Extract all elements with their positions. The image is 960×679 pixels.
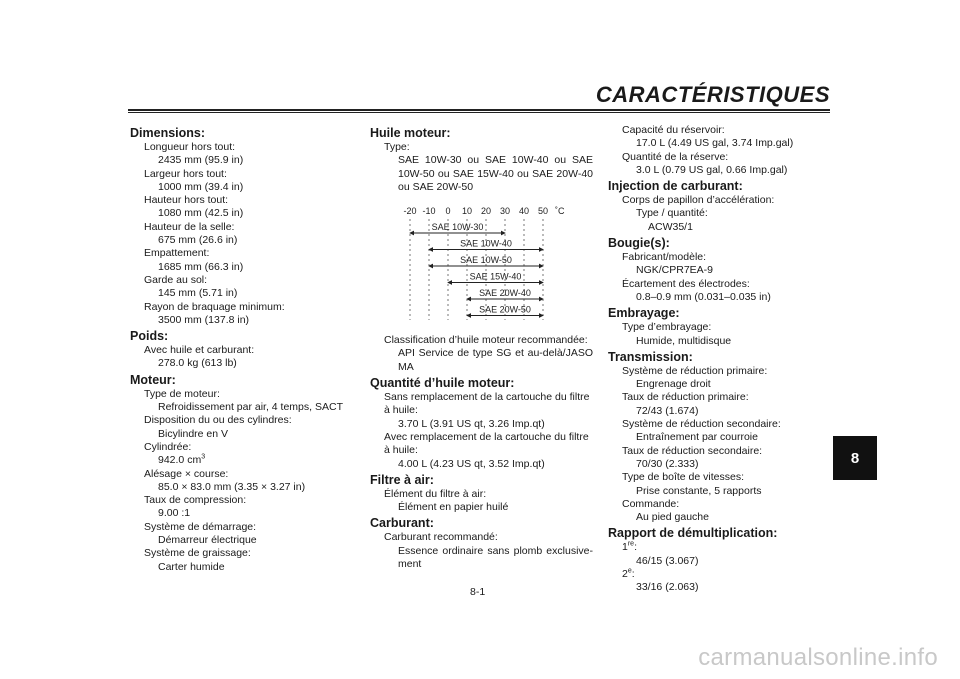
spec-value: Au pied gauche xyxy=(636,511,709,524)
spec-label: Type d’embrayage: xyxy=(622,321,712,334)
spec-label: Empattement: xyxy=(144,247,210,260)
spec-label: Rayon de braquage minimum: xyxy=(144,300,285,313)
spec-value: 145 mm (5.71 in) xyxy=(158,287,238,300)
chart-tick-label: 0 xyxy=(445,206,451,217)
spec-value: 9.00 :1 xyxy=(158,507,191,520)
displacement-exponent: 3 xyxy=(201,453,206,461)
spec-value: 85.0 × 83.0 mm (3.35 × 3.27 in) xyxy=(158,480,306,493)
spec-label: Avec huile et carburant: xyxy=(144,344,255,357)
spec-value: Prise constante, 5 rapports xyxy=(636,484,762,497)
chart-grade-label: SAE 20W-40 xyxy=(479,288,531,299)
chart-tick-label: -10 xyxy=(422,206,436,217)
spec-value: 675 mm (26.6 in) xyxy=(158,234,238,247)
spec-label: Largeur hors tout: xyxy=(144,167,227,180)
spec-value: Bicylindre en V xyxy=(158,427,229,440)
spec-label: Type: xyxy=(384,141,410,153)
gear-number: 1 xyxy=(622,541,628,554)
spec-label: Hauteur de la selle: xyxy=(144,220,235,233)
spec-value: Refroidissement par air, 4 temps, SACT xyxy=(158,401,343,414)
chapter-tab: 8 xyxy=(833,436,877,480)
column-right xyxy=(608,124,828,595)
spec-value: NGK/CPR7EA-9 xyxy=(636,264,714,277)
chart-tick-label: 20 xyxy=(480,206,492,217)
chart-unit-label: ˚C xyxy=(555,206,565,217)
chart-grade-label: SAE 10W-50 xyxy=(460,255,512,266)
spec-value: ACW35/1 xyxy=(648,220,693,233)
watermark: carmanualsonline.info xyxy=(698,644,938,671)
spec-value: Entraînement par courroie xyxy=(636,431,758,444)
spec-value: 46/15 (3.067) xyxy=(636,554,699,567)
spec-value: 3500 mm (137.8 in) xyxy=(158,313,250,326)
gear-label xyxy=(608,568,828,581)
spec-label: Garde au sol: xyxy=(144,273,208,286)
column-left xyxy=(130,124,350,574)
section-heading-filtre: Filtre à air: xyxy=(370,472,434,487)
chart-grade-label: SAE 10W-30 xyxy=(431,222,484,233)
spec-value: 70/30 (2.333) xyxy=(636,457,699,470)
chart-tick-label: 10 xyxy=(461,206,473,217)
spec-value: Élément en papier huilé xyxy=(398,501,509,514)
section-heading-injection: Injection de carburant: xyxy=(608,179,743,194)
gear-number: 2 xyxy=(622,568,628,581)
spec-label: Carburant recommandé: xyxy=(384,531,498,544)
gear-ordinal: re xyxy=(627,540,635,548)
spec-value: SAE 10W-30 ou SAE 10W-40 ou SAE 10W-50 ou SAE 15W-40 ou SAE 20W-40 ou SAE 20W-50 xyxy=(398,154,593,193)
spec-label: Élément du filtre à air: xyxy=(384,487,487,500)
spec-label: Fabricant/modèle: xyxy=(622,251,707,264)
spec-label: Taux de compression: xyxy=(144,494,247,507)
spec-value: Engrenage droit xyxy=(636,378,711,391)
spec-label: Corps de papillon d’accélération: xyxy=(622,194,775,207)
spec-value: 1080 mm (42.5 in) xyxy=(158,207,244,220)
spec-label: Classification d’huile moteur recommandée: xyxy=(384,334,588,347)
spec-value: Humide, multidisque xyxy=(636,334,732,347)
spec-value: API Service de type SG et au-delà/JASO MA xyxy=(398,347,593,373)
spec-label: Commande: xyxy=(622,497,680,510)
chart-grade-label: SAE 10W-40 xyxy=(460,238,512,249)
chart-tick-label: 40 xyxy=(518,206,530,217)
section-heading-embrayage: Embrayage: xyxy=(608,306,680,321)
spec-label: Quantité de la réserve: xyxy=(622,150,729,163)
page-title: CARACTÉRISTIQUES xyxy=(595,82,830,107)
section-heading-quantite: Quantité d’huile moteur: xyxy=(370,376,515,391)
spec-value: 0.8–0.9 mm (0.031–0.035 in) xyxy=(636,290,771,303)
header-rule-thick xyxy=(128,109,830,111)
spec-value: Démarreur électrique xyxy=(158,534,257,547)
spec-value: Essence ordinaire sans plomb exclusive-ment xyxy=(398,544,593,571)
gear-label xyxy=(608,541,828,554)
spec-value: 4.00 L (4.23 US qt, 3.52 Imp.qt) xyxy=(398,457,545,470)
section-heading-huile: Huile moteur: xyxy=(370,126,451,140)
spec-value: 278.0 kg (613 lb) xyxy=(158,357,237,370)
spec-value: 2435 mm (95.9 in) xyxy=(158,154,244,167)
spec-label: Hauteur hors tout: xyxy=(144,194,229,207)
header-rule-thin xyxy=(128,112,830,113)
spec-label: Type de moteur: xyxy=(144,387,220,400)
spec-label: Cylindrée: xyxy=(144,440,192,453)
spec-value: Carter humide xyxy=(158,560,225,573)
chart-grade-label: SAE 20W-50 xyxy=(479,304,531,315)
spec-value: 1685 mm (66.3 in) xyxy=(158,260,244,273)
spec-value-displacement xyxy=(130,454,350,467)
section-heading-moteur: Moteur: xyxy=(130,372,176,387)
spec-label: Système de réduction primaire: xyxy=(622,364,768,377)
spec-value: 17.0 L (4.49 US gal, 3.74 Imp.gal) xyxy=(636,137,794,150)
chart-tick-label: -20 xyxy=(403,206,417,217)
spec-label: Capacité du réservoir: xyxy=(622,124,725,136)
section-heading-dimensions: Dimensions: xyxy=(130,126,206,140)
spec-label: Disposition du ou des cylindres: xyxy=(144,414,292,427)
gear-colon: : xyxy=(631,568,635,581)
spec-value: 72/43 (1.674) xyxy=(636,404,699,417)
chart-tick-label: 30 xyxy=(499,206,511,217)
section-heading-carburant: Carburant: xyxy=(370,516,434,531)
spec-label: Avec remplacement de la cartouche du filtre à huile: xyxy=(384,430,589,457)
spec-label: Sans remplacement de la cartouche du filtre à huile: xyxy=(384,391,590,417)
displacement-value: 942.0 cm xyxy=(158,454,202,467)
chart-grade-label: SAE 15W-40 xyxy=(469,271,522,282)
spec-label: Système de démarrage: xyxy=(144,520,257,533)
oil-viscosity-chart xyxy=(382,204,582,326)
spec-label: Système de réduction secondaire: xyxy=(622,418,781,431)
spec-label: Système de graissage: xyxy=(144,547,251,560)
spec-label: Taux de réduction secondaire: xyxy=(622,444,763,457)
section-heading-poids: Poids: xyxy=(130,329,169,344)
spec-value: 1000 mm (39.4 in) xyxy=(158,180,244,193)
spec-value: 3.0 L (0.79 US gal, 0.66 Imp.gal) xyxy=(636,163,788,176)
spec-sublabel: Type / quantité: xyxy=(636,207,708,220)
section-heading-transmission: Transmission: xyxy=(608,349,693,364)
gear-ordinal: e xyxy=(627,567,632,575)
spec-label: Longueur hors tout: xyxy=(144,141,236,153)
section-heading-rapport: Rapport de démultiplication: xyxy=(608,526,778,541)
spec-value: 3.70 L (3.91 US qt, 3.26 Imp.qt) xyxy=(398,417,545,430)
gear-colon: : xyxy=(634,541,637,554)
spec-label: Alésage × course: xyxy=(144,467,229,480)
chart-tick-label: 50 xyxy=(537,206,549,217)
column-middle xyxy=(370,124,595,571)
section-heading-bougie: Bougie(s): xyxy=(608,236,670,251)
spec-label: Écartement des électrodes: xyxy=(622,277,750,290)
spec-label: Type de boîte de vitesses: xyxy=(622,471,744,484)
spec-value: 33/16 (2.063) xyxy=(636,581,699,594)
page-number: 8-1 xyxy=(470,586,486,598)
spec-label: Taux de réduction primaire: xyxy=(622,391,749,404)
